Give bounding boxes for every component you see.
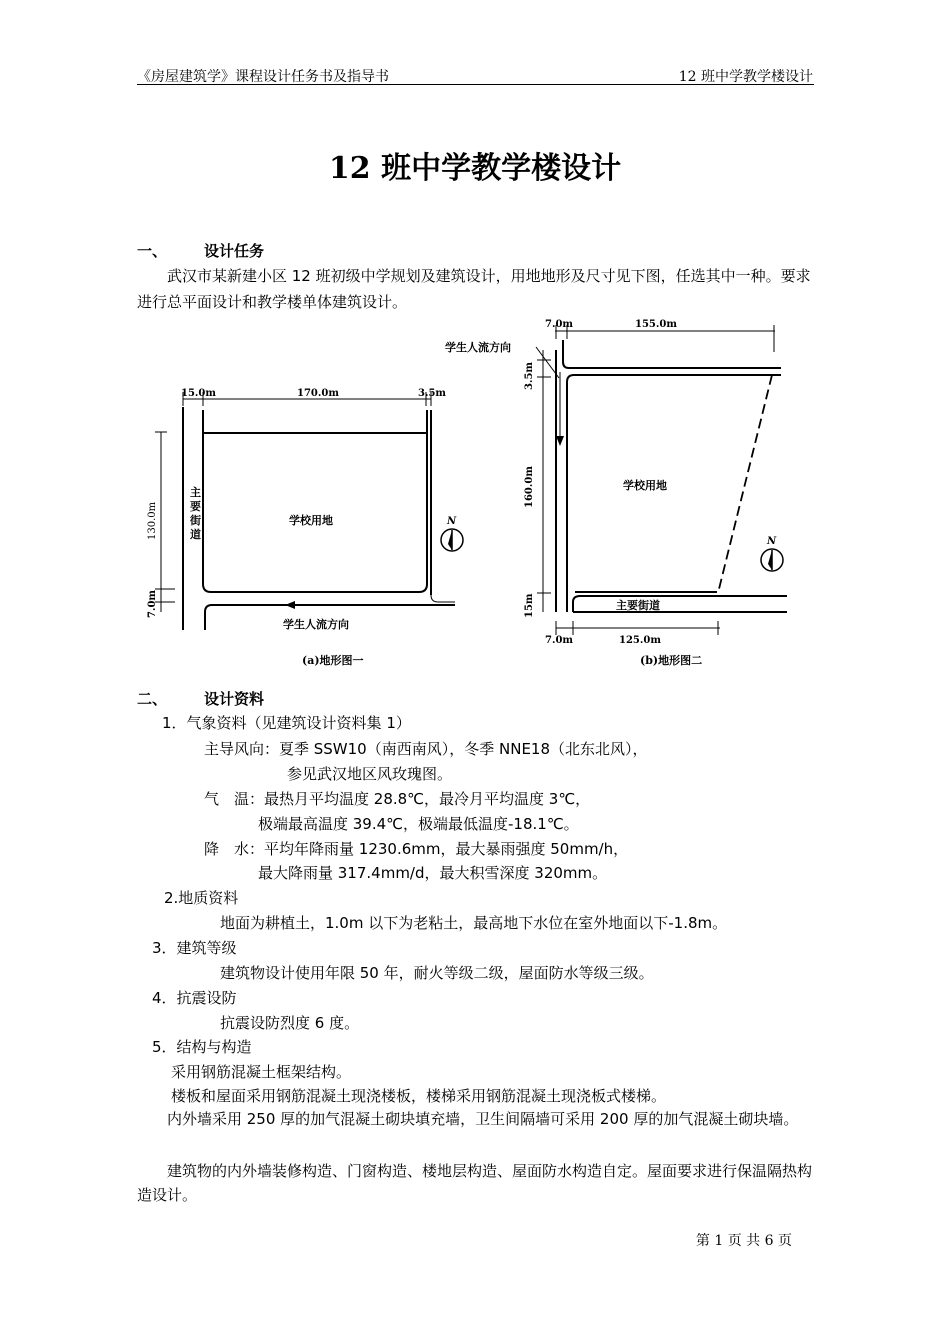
- seismic-line: 抗震设防烈度 6 度。: [220, 1014, 360, 1032]
- section2-number: 二、: [137, 690, 168, 708]
- section1-paragraph: 武汉市某新建小区 12 班初级中学规划及建筑设计，用地地形及尺寸见下图，任选其中一种。要求进行总平面设计和教学楼单体建筑设计。: [137, 267, 811, 311]
- grade-line: 建筑物设计使用年限 50 年，耐火等级二级，屋面防水等级三级。: [220, 964, 654, 982]
- header-rule: [137, 84, 814, 85]
- fig-b-flow-label: 学生人流方向: [445, 341, 511, 354]
- item-structure-title: 5．结构与构造: [152, 1038, 252, 1056]
- fig-b-dim-top-mid: 155.0m: [635, 319, 677, 330]
- fig-a-site-label: 学校用地: [289, 514, 333, 527]
- fig-a-dim-top-mid: 170.0m: [297, 388, 339, 399]
- fig-b-site-label: 学校用地: [623, 479, 667, 492]
- section1-number: 一、: [137, 242, 168, 260]
- fig-b-dim-left-height: 160.0m: [524, 466, 535, 508]
- fig-a-street-2: 要: [190, 500, 201, 513]
- item-grade-title: 3．建筑等级: [152, 939, 237, 957]
- rain-line-1: 降 水：平均年降雨量 1230.6mm，最大暴雨强度 50mm/h，: [204, 840, 629, 858]
- section2-heading: 设计资料: [204, 690, 265, 708]
- site-plan-figure: [135, 312, 815, 682]
- fig-a-dim-top-right: 3.5m: [418, 388, 446, 399]
- item-geology-title: 2.地质资料: [164, 889, 239, 907]
- item-weather-title: 1．气象资料（见建筑设计资料集 1）: [162, 714, 411, 732]
- fig-b-dim-left-top: 3.5m: [524, 362, 535, 390]
- page-title: 12 班中学教学楼设计: [328, 151, 622, 186]
- header-right: 12 班中学教学楼设计: [678, 69, 813, 85]
- fig-a-dim-top-left: 15.0m: [181, 388, 216, 399]
- fig-a-dim-left-height: 130.0m: [147, 501, 158, 540]
- fig-a-caption: (a)地形图一: [302, 654, 364, 667]
- fig-b-north: N: [767, 536, 777, 547]
- structure-line-2: 楼板和屋面采用钢筋混凝土现浇楼板，楼梯采用钢筋混凝土现浇板式楼梯。: [171, 1087, 667, 1105]
- fig-a-street-1: 主: [190, 486, 201, 499]
- fig-a-flow-label: 学生人流方向: [283, 618, 349, 631]
- fig-b-street: 主要街道: [616, 599, 660, 612]
- temp-line-2: 极端最高温度 39.4℃，极端最低温度-18.1℃。: [258, 815, 579, 833]
- header-left: 《房屋建筑学》课程设计任务书及指导书: [137, 69, 389, 85]
- fig-a-street-3: 街: [190, 514, 201, 527]
- fig-b-dim-top-left: 7.0m: [545, 319, 573, 330]
- structure-line-1: 采用钢筋混凝土框架结构。: [171, 1063, 352, 1081]
- structure-para-4: 建筑物的内外墙装修构造、门窗构造、楼地层构造、屋面防水构造自定。屋面要求进行保温隔热构造设计。: [137, 1162, 813, 1204]
- fig-b-caption: (b)地形图二: [640, 654, 703, 667]
- item-seismic-title: 4．抗震设防: [152, 989, 237, 1007]
- fig-a-dim-left-bottom: 7.0m: [147, 590, 158, 618]
- fig-a-street-4: 道: [190, 528, 201, 541]
- structure-para-3: 内外墙采用 250 厚的加气混凝土砌块填充墙，卫生间隔墙可采用 200 厚的加气混凝土砌块墙。: [167, 1110, 799, 1128]
- rain-line-2: 最大降雨量 317.4mm/d，最大积雪深度 320mm。: [258, 864, 608, 882]
- fig-b-dim-bottom-left: 7.0m: [545, 635, 573, 646]
- wind-line-2: 参见武汉地区风玫瑰图。: [287, 765, 453, 783]
- page-number: 第 1 页 共 6 页: [695, 1233, 792, 1249]
- fig-b-dim-left-bottom: 15m: [524, 593, 535, 618]
- section1-heading: 设计任务: [204, 242, 265, 260]
- fig-a-north: N: [447, 516, 457, 527]
- wind-line-1: 主导风向：夏季 SSW10（南西南风），冬季 NNE18（北东北风），: [204, 740, 648, 758]
- geology-line: 地面为耕植土，1.0m 以下为老粘土，最高地下水位在室外地面以下-1.8m。: [220, 914, 728, 932]
- temp-line-1: 气 温：最热月平均温度 28.8℃，最冷月平均温度 3℃，: [204, 790, 591, 808]
- fig-b-dim-bottom-mid: 125.0m: [619, 635, 661, 646]
